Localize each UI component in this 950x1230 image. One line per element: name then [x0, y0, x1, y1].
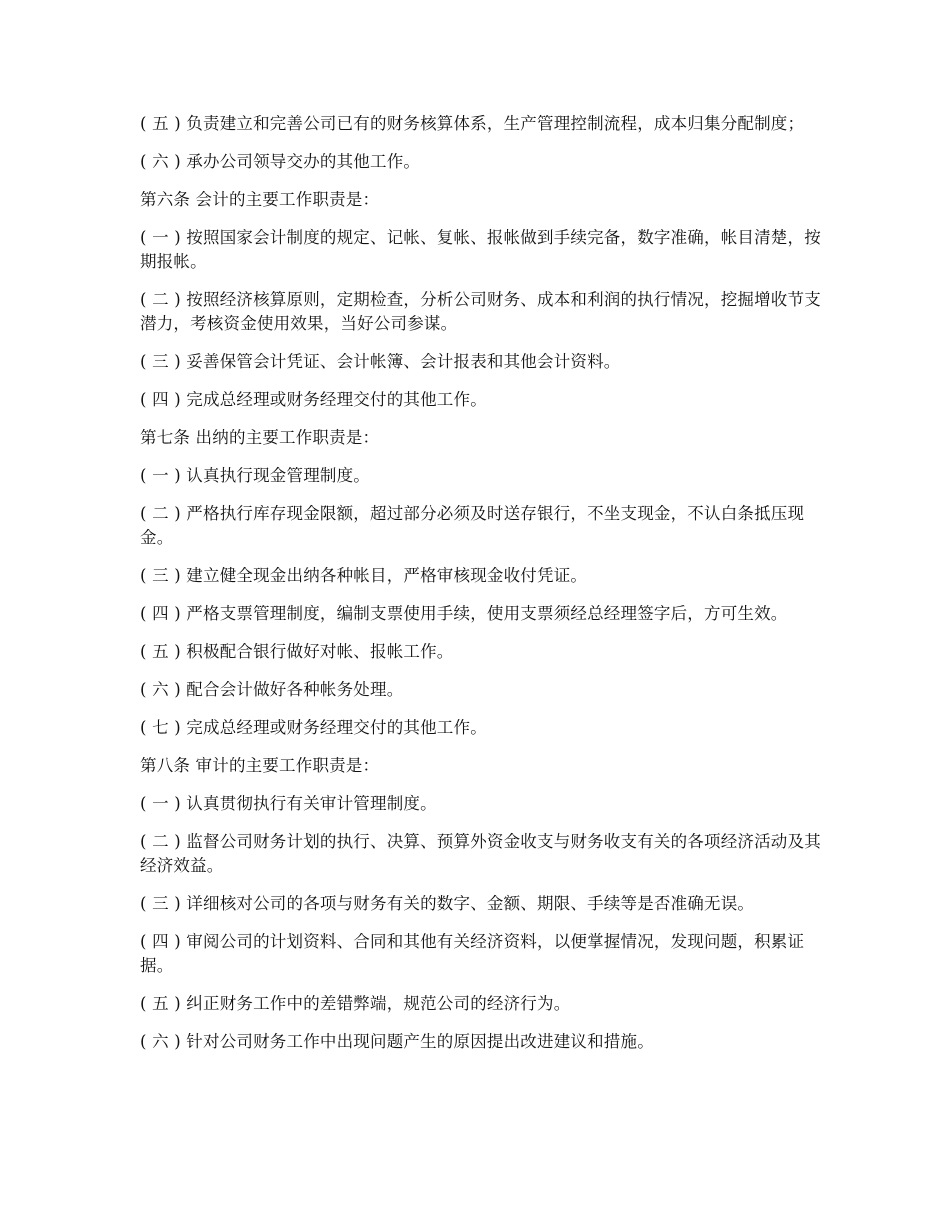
- accounting-duty-1: ( 一 ) 按照国家会计制度的规定、记帐、复帐、报帐做到手续完备，数字准确，帐目清楚，按期报帐。: [140, 228, 821, 271]
- cashier-duty-6: ( 六 ) 配合会计做好各种帐务处理。: [140, 680, 404, 699]
- accounting-duty-2: ( 二 ) 按照经济核算原则，定期检查，分析公司财务、成本和利润的执行情况，挖掘增收节支潜力，考核资金使用效果，当好公司参谋。: [140, 290, 821, 333]
- audit-duty-4: ( 四 ) 审阅公司的计划资料、合同和其他有关经济资料，以便掌握情况，发现问题，积累证据。: [140, 932, 805, 975]
- article-6-heading: 第六条 会计的主要工作职责是：: [140, 190, 380, 209]
- cashier-duty-3: ( 三 ) 建立健全现金出纳各种帐目，严格审核现金收付凭证。: [140, 566, 588, 585]
- article-7-heading: 第七条 出纳的主要工作职责是：: [140, 428, 380, 447]
- clause-6-paragraph: ( 六 ) 承办公司领导交办的其他工作。: [140, 152, 421, 171]
- audit-duty-1: ( 一 ) 认真贯彻执行有关审计管理制度。: [140, 794, 437, 813]
- accounting-duty-4: ( 四 ) 完成总经理或财务经理交付的其他工作。: [140, 390, 487, 409]
- document-page: [140, 112, 830, 1068]
- audit-duty-5: ( 五 ) 纠正财务工作中的差错弊端，规范公司的经济行为。: [140, 994, 571, 1013]
- audit-duty-2: ( 二 ) 监督公司财务计划的执行、决算、预算外资金收支与财务收支有关的各项经济活动及其经济效益。: [140, 832, 821, 875]
- cashier-duty-1: ( 一 ) 认真执行现金管理制度。: [140, 466, 371, 485]
- audit-duty-6: ( 六 ) 针对公司财务工作中出现问题产生的原因提出改进建议和措施。: [140, 1032, 654, 1051]
- accounting-duty-3: ( 三 ) 妥善保管会计凭证、会计帐簿、会计报表和其他会计资料。: [140, 352, 621, 371]
- cashier-duty-7: ( 七 ) 完成总经理或财务经理交付的其他工作。: [140, 718, 487, 737]
- cashier-duty-5: ( 五 ) 积极配合银行做好对帐、报帐工作。: [140, 642, 454, 661]
- cashier-duty-4: ( 四 ) 严格支票管理制度，编制支票使用手续，使用支票须经总经理签字后，方可生效。: [140, 604, 788, 623]
- article-8-heading: 第八条 审计的主要工作职责是：: [140, 756, 380, 775]
- audit-duty-3: ( 三 ) 详细核对公司的各项与财务有关的数字、金额、期限、手续等是否准确无误。: [140, 894, 755, 913]
- cashier-duty-2: ( 二 ) 严格执行库存现金限额，超过部分必须及时送存银行，不坐支现金，不认白条抵压现金。: [140, 504, 805, 547]
- clause-5-paragraph: ( 五 ) 负责建立和完善公司已有的财务核算体系，生产管理控制流程，成本归集分配制度；: [140, 114, 805, 133]
